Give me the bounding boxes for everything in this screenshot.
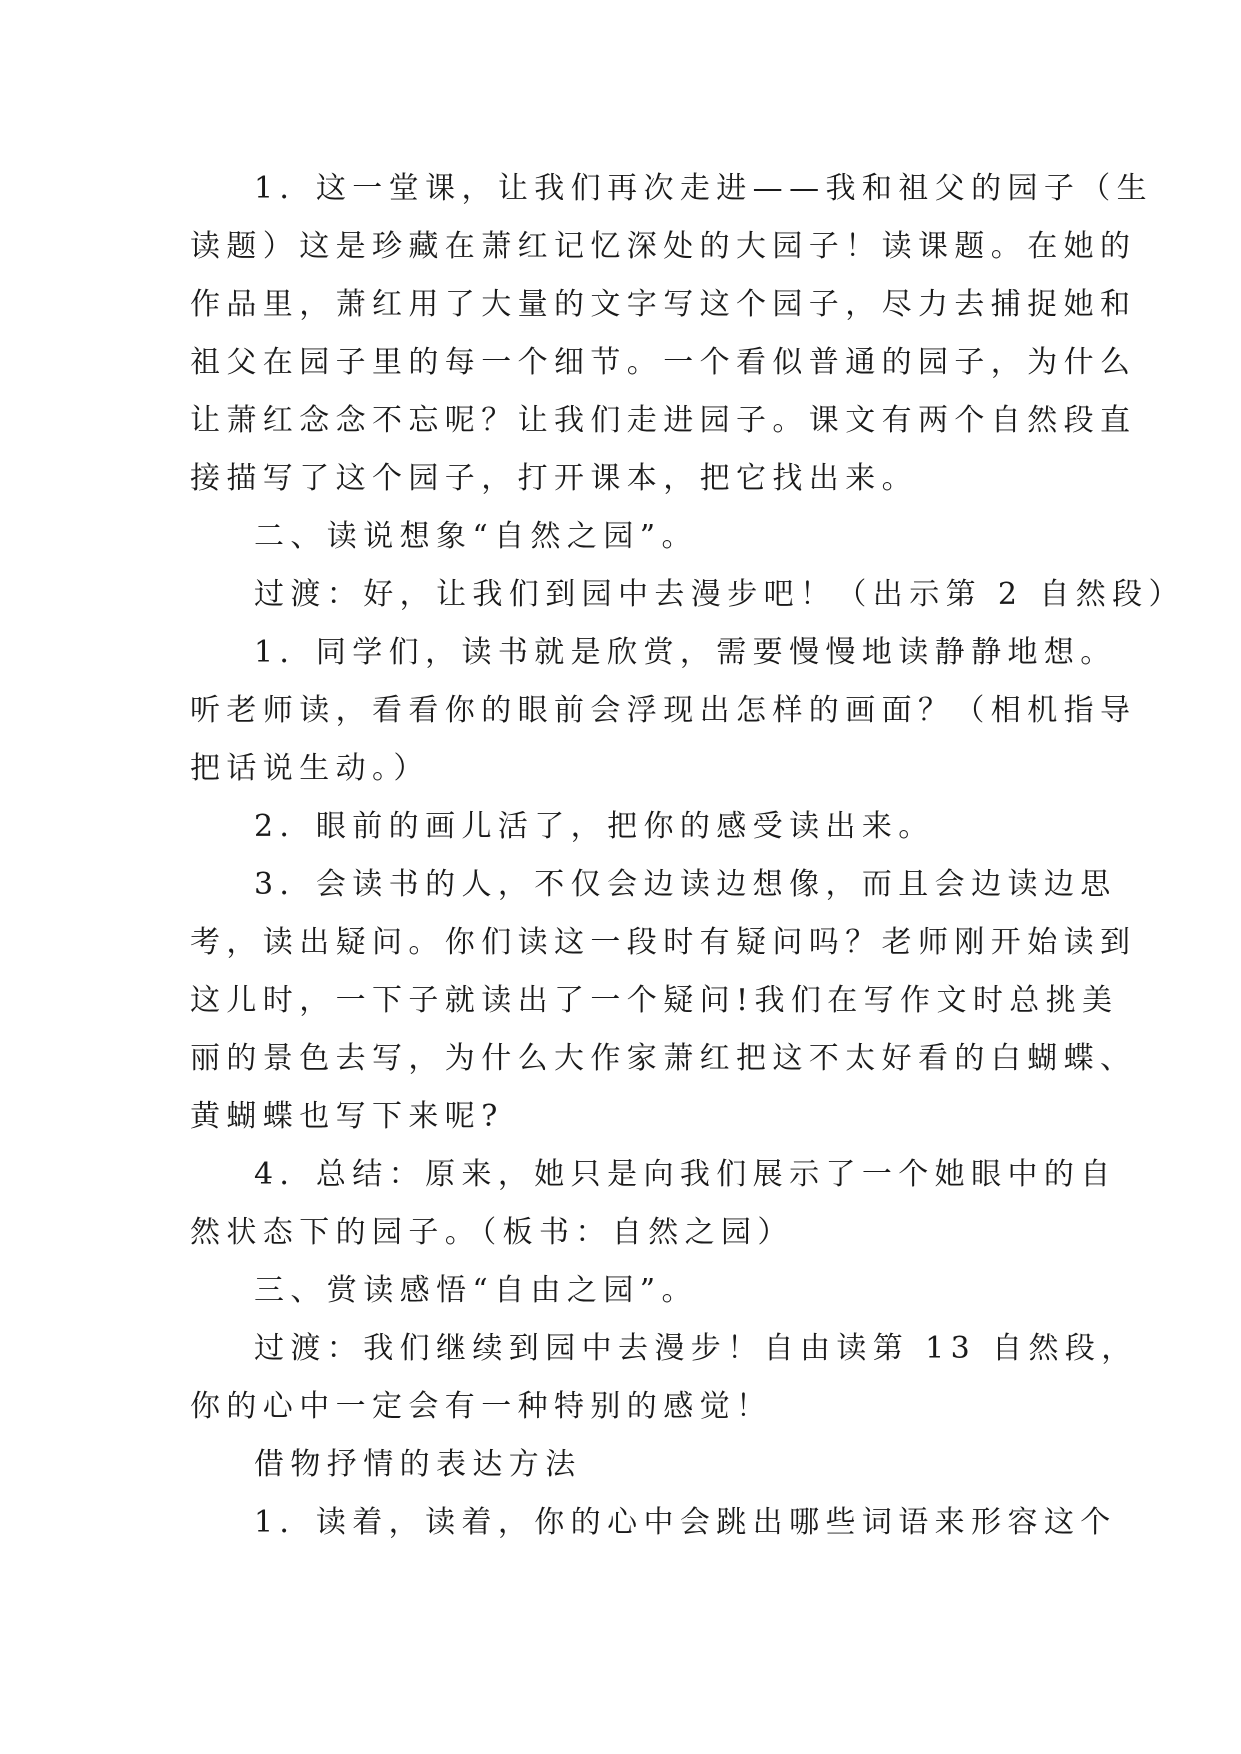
paragraph-line: 4．总结：原来，她只是向我们展示了一个她眼中的自 [254,1157,1117,1192]
paragraph-line: 借物抒情的表达方法 [254,1447,582,1482]
paragraph-line: 2．眼前的画儿活了，把你的感受读出来。 [254,809,935,844]
paragraph-line: 祖父在园子里的每一个细节。一个看似普通的园子，为什么 [190,345,1137,380]
paragraph-line: 过渡：好，让我们到园中去漫步吧！（出示第 2 自然段） [254,577,1185,612]
paragraph-line: 考，读出疑问。你们读这一段时有疑问吗？老师刚开始读到 [190,925,1137,960]
paragraph-line: 你的心中一定会有一种特别的感觉！ [190,1389,773,1424]
paragraph-line: 1．同学们，读书就是欣赏，需要慢慢地读静静地想。 [254,635,1117,670]
paragraph-line: 听老师读，看看你的眼前会浮现出怎样的画面？（相机指导 [190,693,1137,728]
section-heading: 三、赏读感悟“自由之园”。 [254,1273,698,1308]
document-body [190,160,1185,1552]
paragraph-line: 1．读着，读着，你的心中会跳出哪些词语来形容这个 [254,1505,1117,1540]
paragraph-line: 过渡：我们继续到园中去漫步！自由读第 13 自然段， [254,1331,1138,1366]
paragraph-line: 1．这一堂课，让我们再次走进——我和祖父的园子（生 [254,171,1154,206]
paragraph-line: 作品里，萧红用了大量的文字写这个园子，尽力去捕捉她和 [190,287,1137,322]
paragraph-line: 丽的景色去写，为什么大作家萧红把这不太好看的白蝴蝶、 [190,1041,1137,1076]
paragraph-line: 接描写了这个园子，打开课本，把它找出来。 [190,461,918,496]
paragraph-line: 读题）这是珍藏在萧红记忆深处的大园子！读课题。在她的 [190,229,1137,264]
section-heading: 二、读说想象“自然之园”。 [254,519,698,554]
paragraph-line: 然状态下的园子。（板书：自然之园） [190,1215,794,1250]
paragraph-line: 把话说生动。） [190,751,430,786]
paragraph-line: 让萧红念念不忘呢？让我们走进园子。课文有两个自然段直 [190,403,1137,438]
paragraph-line: 黄蝴蝶也写下来呢? [190,1099,504,1134]
paragraph-line: 这儿时，一下子就读出了一个疑问!我们在写作文时总挑美 [190,983,1119,1018]
paragraph-line: 3．会读书的人，不仅会边读边想像，而且会边读边思 [254,867,1117,902]
